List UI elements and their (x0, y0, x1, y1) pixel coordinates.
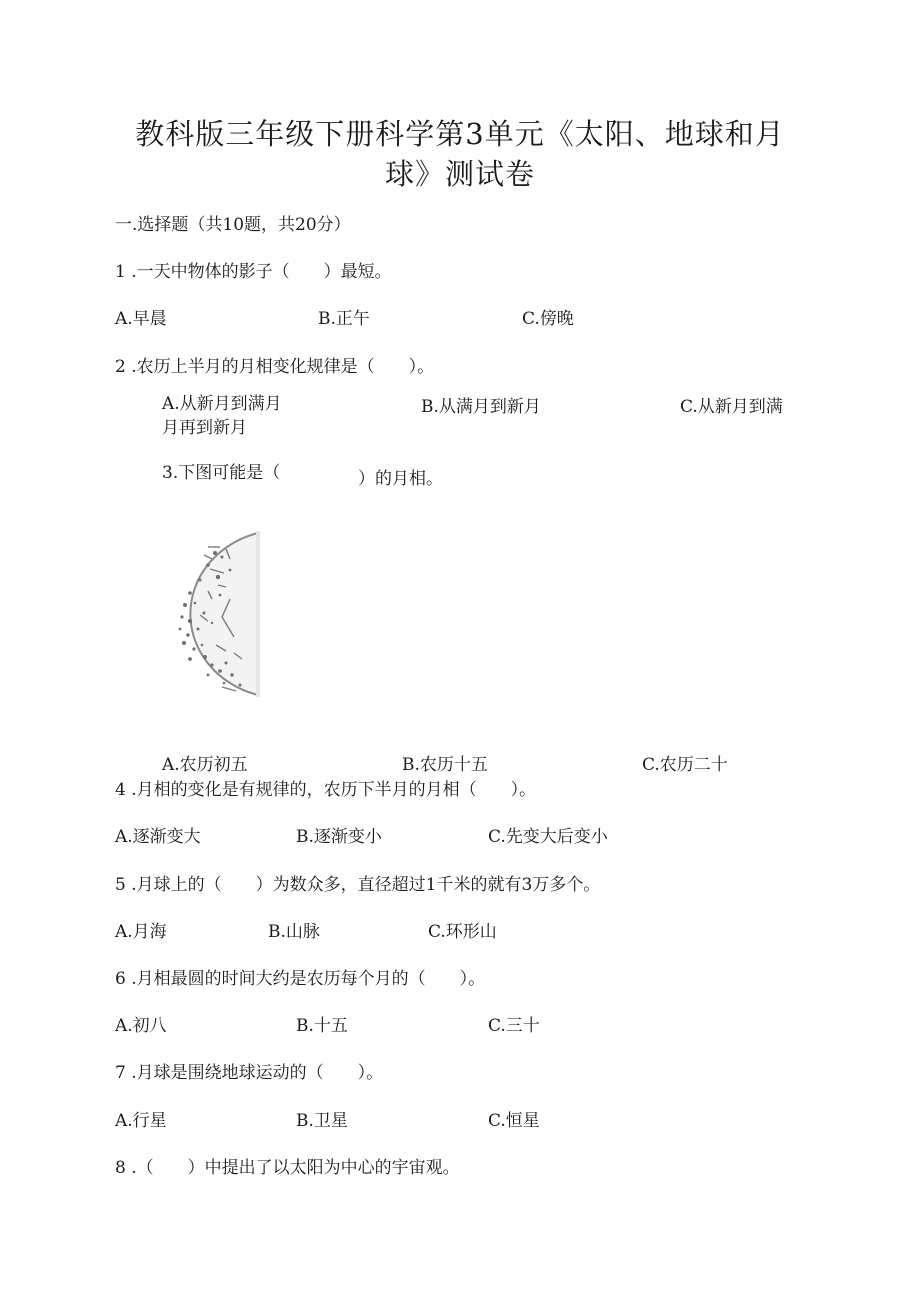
moon-phase-image (160, 525, 265, 700)
question-7-option-b: B.卫星 (296, 1111, 348, 1131)
question-5-stem: 5 .月球上的（ ）为数众多，直径超过1千米的就有3万多个。 (115, 875, 601, 895)
question-3-option-c: C.农历二十 (642, 755, 728, 775)
question-1-stem: 1 .一天中物体的影子（ ）最短。 (115, 262, 392, 282)
question-8-stem: 8 .（ ）中提出了以太阳为中心的宇宙观。 (115, 1158, 460, 1178)
question-4-option-a: A.逐渐变大 (115, 827, 201, 847)
question-6-option-a: A.初八 (115, 1016, 167, 1036)
question-4-option-c: C.先变大后变小 (488, 827, 608, 847)
question-5-option-c: C.环形山 (428, 922, 497, 942)
question-3-stem-start: 3.下图可能是（ (162, 463, 281, 483)
question-1-option-b: B.正午 (318, 309, 370, 329)
question-5-option-a: A.月海 (115, 922, 167, 942)
question-3-option-b: B.农历十五 (402, 755, 488, 775)
question-3-option-a: A.农历初五 (162, 755, 248, 775)
question-2-option-c: C.从新月到满 (680, 397, 783, 417)
question-1-option-a: A.早晨 (115, 309, 167, 329)
page-title-line2: 球》测试卷 (384, 157, 535, 191)
question-2-option-c-wrap: 月再到新月 (162, 418, 247, 438)
question-6-option-b: B.十五 (296, 1016, 348, 1036)
page-title-line1: 教科版三年级下册科学第3单元《太阳、地球和月 (135, 117, 785, 151)
question-6-option-c: C.三十 (488, 1016, 540, 1036)
question-4-option-b: B.逐渐变小 (296, 827, 382, 847)
question-7-stem: 7 .月球是围绕地球运动的（ ）。 (115, 1063, 384, 1083)
question-2-stem: 2 .农历上半月的月相变化规律是（ ）。 (115, 357, 435, 377)
question-3-stem-end: ）的月相。 (358, 469, 443, 489)
question-2-option-b: B.从满月到新月 (421, 397, 541, 417)
question-2-option-a: A.从新月到满月 (162, 394, 282, 414)
question-7-option-c: C.恒星 (488, 1111, 540, 1131)
question-1-option-c: C.傍晚 (522, 309, 574, 329)
question-4-stem: 4 .月相的变化是有规律的，农历下半月的月相（ ）。 (115, 780, 537, 800)
section-heading: 一.选择题（共10题，共20分） (115, 215, 351, 235)
question-5-option-b: B.山脉 (268, 922, 320, 942)
question-6-stem: 6 .月相最圆的时间大约是农历每个月的（ ）。 (115, 969, 486, 989)
question-7-option-a: A.行星 (115, 1111, 167, 1131)
